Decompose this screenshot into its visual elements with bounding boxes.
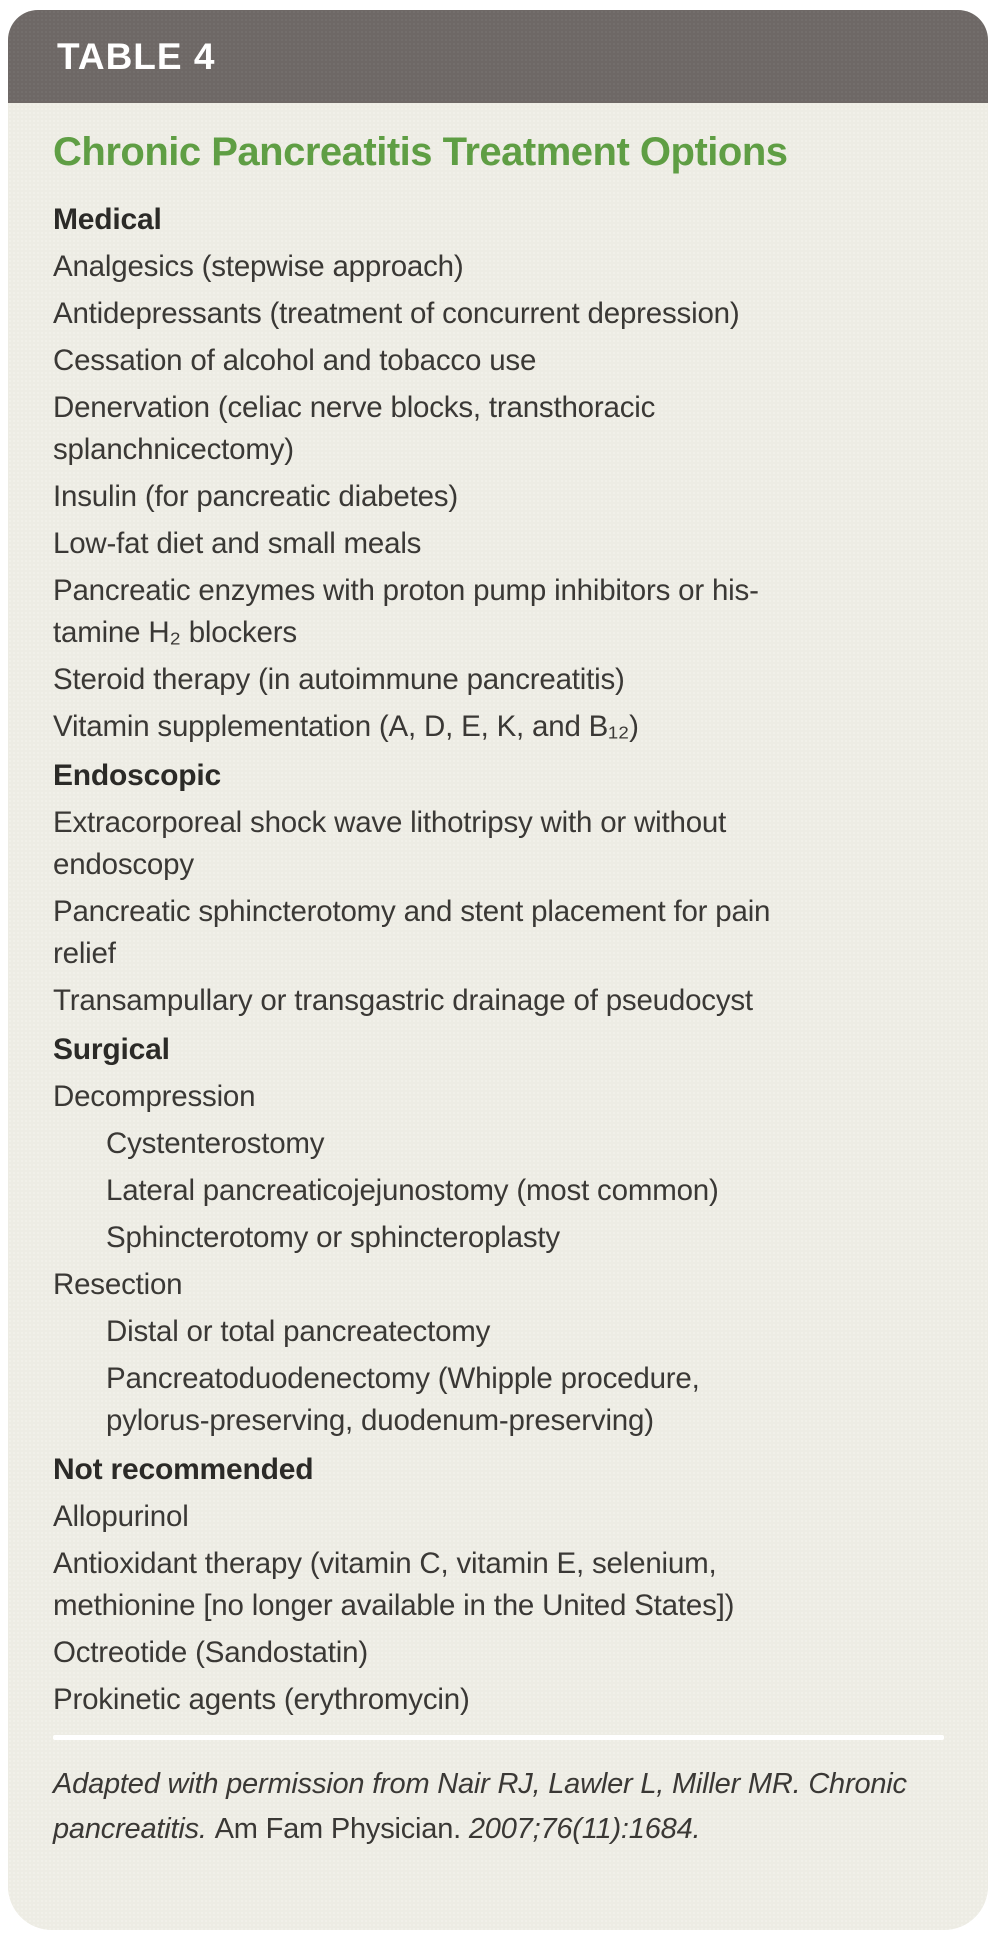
table-body [8, 103, 988, 1930]
text-line: Sphincterotomy or sphincteroplasty [106, 1221, 560, 1254]
text-line: Pancreatic enzymes with proton pump inhibitors or his- [53, 574, 759, 607]
treatment-item [53, 1679, 944, 1721]
treatment-subitem [53, 1358, 944, 1442]
treatment-item [53, 476, 944, 518]
treatment-item [53, 802, 944, 886]
treatment-item [53, 1076, 944, 1118]
text-line: Decompression [53, 1080, 256, 1113]
text-line: Antidepressants (treatment of concurrent depression) [53, 297, 740, 330]
source-citation [53, 1762, 944, 1852]
text-line: Analgesics (stepwise approach) [53, 250, 464, 283]
treatment-item [53, 570, 944, 654]
table-title: Chronic Pancreatitis Treatment Options [53, 130, 788, 174]
text-line: Distal or total pancreatectomy [106, 1315, 491, 1348]
section-heading [53, 199, 944, 241]
text-line: Cystenterostomy [106, 1127, 325, 1160]
text-line: Steroid therapy (in autoimmune pancreatitis) [53, 663, 625, 696]
treatment-item [53, 706, 944, 748]
text-line: Extracorporeal shock wave lithotripsy with or without [53, 806, 727, 839]
text-line: tamine H₂ blockers [53, 616, 297, 649]
citation-segment: Am Fam Physician. [214, 1813, 469, 1845]
treatment-subitem [53, 1217, 944, 1259]
text-line: Pancreatic sphincterotomy and stent placement for pain [53, 895, 771, 928]
section-heading [53, 755, 944, 797]
text-line: Endoscopic [53, 759, 222, 792]
treatment-item [53, 246, 944, 288]
text-line: Surgical [53, 1033, 170, 1066]
treatment-item [53, 1496, 944, 1538]
text-line: Resection [53, 1268, 183, 1301]
treatment-subitem [53, 1311, 944, 1353]
text-line: Low-fat diet and small meals [53, 527, 422, 560]
table-header-band [8, 10, 988, 103]
table-label: TABLE 4 [57, 35, 216, 77]
text-line: Lateral pancreaticojejunostomy (most common) [106, 1174, 719, 1207]
treatment-item [53, 1264, 944, 1306]
text-line: Not recommended [53, 1453, 314, 1486]
text-line: Antioxidant therapy (vitamin C, vitamin E, selenium, [53, 1547, 717, 1580]
treatment-item [53, 891, 944, 975]
treatment-item [53, 1543, 944, 1627]
text-line: Insulin (for pancreatic diabetes) [53, 480, 458, 513]
treatment-item [53, 293, 944, 335]
text-line: pylorus-preserving, duodenum-preserving) [106, 1404, 654, 1437]
treatment-item [53, 980, 944, 1022]
text-line: relief [53, 937, 116, 970]
treatment-item [53, 659, 944, 701]
text-line: Pancreatoduodenectomy (Whipple procedure, [106, 1362, 700, 1395]
treatment-item [53, 523, 944, 565]
text-line: endoscopy [53, 848, 194, 881]
treatment-item [53, 387, 944, 471]
treatment-subitem [53, 1123, 944, 1165]
treatment-list [53, 199, 944, 1721]
footnote-divider [53, 1735, 944, 1740]
text-line: Medical [53, 203, 162, 236]
treatment-item [53, 1632, 944, 1674]
text-line: splanchnicectomy) [53, 433, 294, 466]
text-line: Denervation (celiac nerve blocks, transthoracic [53, 391, 656, 424]
citation-segment: Adapted with permission from Nair RJ, Lawler L, Miller MR. Chronic pancreatitis. [53, 1768, 907, 1845]
text-line: Allopurinol [53, 1500, 189, 1533]
text-line: methionine [no longer available in the United States]) [53, 1589, 735, 1622]
text-line: Prokinetic agents (erythromycin) [53, 1683, 470, 1716]
citation-segment: 2007;76(11):1684. [468, 1813, 701, 1845]
section-heading [53, 1029, 944, 1071]
text-line: Vitamin supplementation (A, D, E, K, and B₁₂) [53, 710, 639, 743]
treatment-subitem [53, 1170, 944, 1212]
table-card [8, 10, 988, 1930]
section-heading [53, 1449, 944, 1491]
text-line: Octreotide (Sandostatin) [53, 1636, 368, 1669]
text-line: Cessation of alcohol and tobacco use [53, 344, 537, 377]
treatment-item [53, 340, 944, 382]
text-line: Transampullary or transgastric drainage of pseudocyst [53, 984, 753, 1017]
